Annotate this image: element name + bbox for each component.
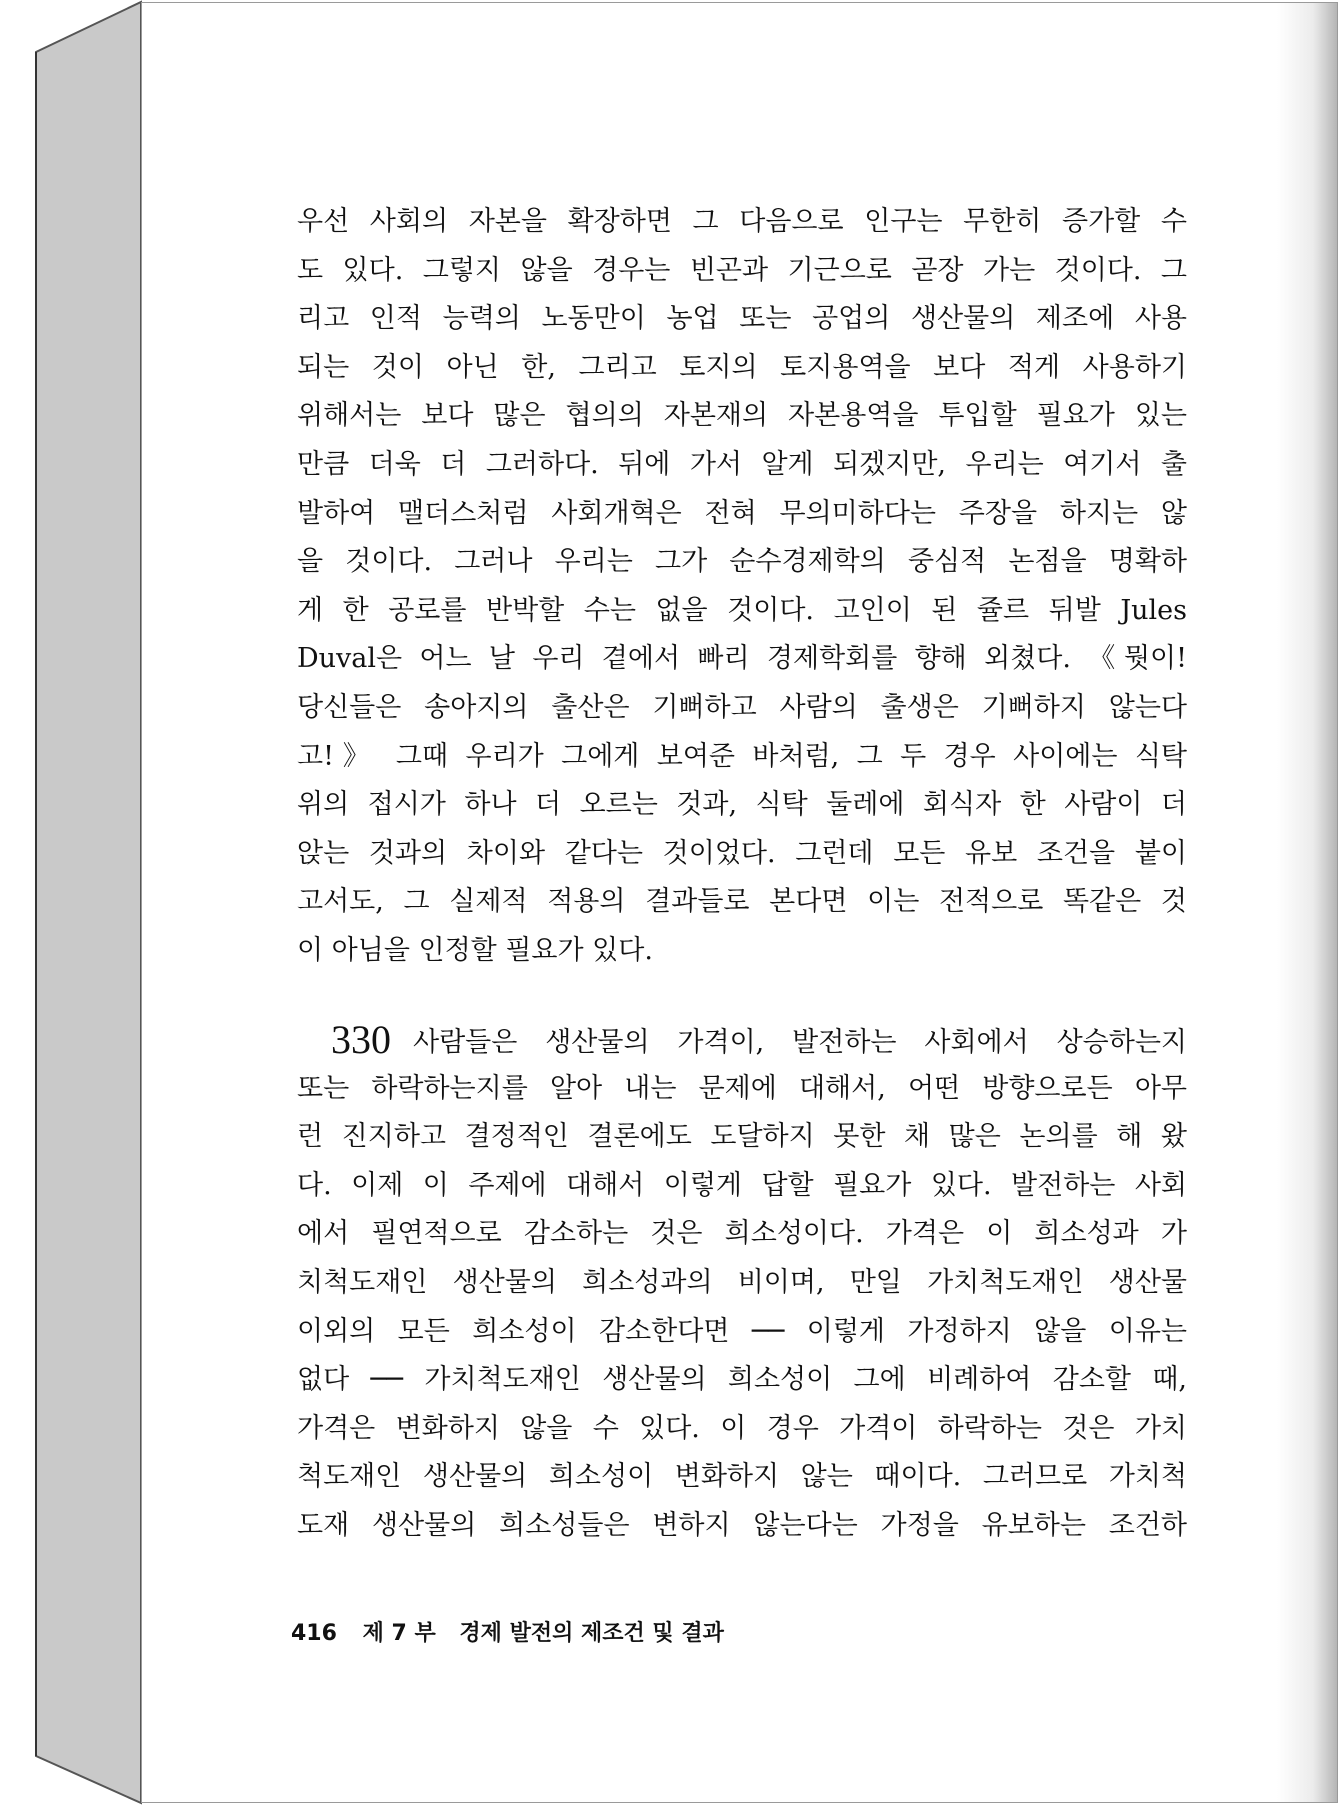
paragraph-number: 330 [331,1017,391,1062]
paragraph-2 [297,1016,1187,1551]
text-line: 이 아님을 인정할 필요가 있다. [297,934,653,966]
part-label: 제 7 부 [362,1621,436,1646]
text-line: Duval은 어느 날 우리 곁에서 빠리 경제학회를 향해 외쳤다. 《뭣이! [297,643,1187,675]
text-line: 리고 인적 능력의 노동만이 농업 또는 공업의 생산물의 제조에 사용 [297,303,1187,335]
text-line: 가격은 변화하지 않을 수 있다. 이 경우 가격이 하락하는 것은 가치 [297,1412,1187,1444]
text-line: 척도재인 생산물의 희소성이 변화하지 않는 때이다. 그러므로 가치척 [297,1461,1187,1493]
page-number: 416 [291,1621,337,1646]
text-line: 우선 사회의 자본을 확장하면 그 다음으로 인구는 무한히 증가할 수 [297,206,1187,237]
text-line: 도재 생산물의 희소성들은 변하지 않는다는 가정을 유보하는 조건하 [297,1509,1187,1541]
text-line: 또는 하락하는지를 알아 내는 문제에 대해서, 어떤 방향으로든 아무 [297,1072,1187,1104]
text-line: 도 있다. 그렇지 않을 경우는 빈곤과 기근으로 곧장 가는 것이다. 그 [297,254,1187,286]
text-line: 위해서는 보다 많은 협의의 자본재의 자본용역을 투입할 필요가 있는 [297,400,1187,432]
text-line: 에서 필연적으로 감소하는 것은 희소성이다. 가격은 이 희소성과 가 [297,1218,1187,1250]
text-line: 고서도, 그 실제적 적용의 결과들로 본다면 이는 전적으로 똑같은 것 [297,886,1187,918]
text-line: 위의 접시가 하나 더 오르는 것과, 식탁 둘레에 회식자 한 사람이 더 [297,789,1187,821]
text-line: 이외의 모든 희소성이 감소한다면 ── 이렇게 가정하지 않을 이유는 [297,1315,1187,1347]
text-line: 다. 이제 이 주제에 대해서 이렇게 답할 필요가 있다. 발전하는 사회 [297,1169,1187,1201]
text-line: 고!》 그때 우리가 그에게 보여준 바처럼, 그 두 경우 사이에는 식탁 [297,740,1187,772]
text-line: 되는 것이 아닌 한, 그리고 토지의 토지용역을 보다 적게 사용하기 [297,351,1187,383]
text-line-content: 사람들은 생산물의 가격이, 발전하는 사회에서 상승하는지 [413,1027,1187,1058]
text-line: 없다 ── 가치척도재인 생산물의 희소성이 그에 비례하여 감소할 때, [297,1364,1187,1396]
text-line: 만큼 더욱 더 그러하다. 뒤에 가서 알게 되겠지만, 우리는 여기서 출 [297,448,1187,480]
page-edge-shadow [1277,3,1337,1802]
text-line: 을 것이다. 그러나 우리는 그가 순수경제학의 중심적 논점을 명확하 [297,546,1187,578]
chapter-title: 경제 발전의 제조건 및 결과 [459,1621,724,1646]
text-line: 런 진지하고 결정적인 결론에도 도달하지 못한 채 많은 논의를 해 왔 [297,1121,1187,1153]
text-line: 발하여 맬더스처럼 사회개혁은 전혀 무의미하다는 주장을 하지는 않 [297,497,1187,529]
page-footer [291,1616,724,1647]
text-line: 앉는 것과의 차이와 같다는 것이었다. 그런데 모든 유보 조건을 붙이 [297,837,1187,869]
paragraph-1 [297,198,1187,976]
text-line: 치척도재인 생산물의 희소성과의 비이며, 만일 가치척도재인 생산물 [297,1266,1187,1298]
text-line: 당신들은 송아지의 출산은 기뻐하고 사람의 출생은 기뻐하지 않는다 [297,691,1187,723]
book-page [141,2,1338,1803]
text-line-first [297,1016,1187,1065]
text-line: 게 한 공로를 반박할 수는 없을 것이다. 고인이 된 쥴르 뒤발 Jules [297,594,1187,626]
